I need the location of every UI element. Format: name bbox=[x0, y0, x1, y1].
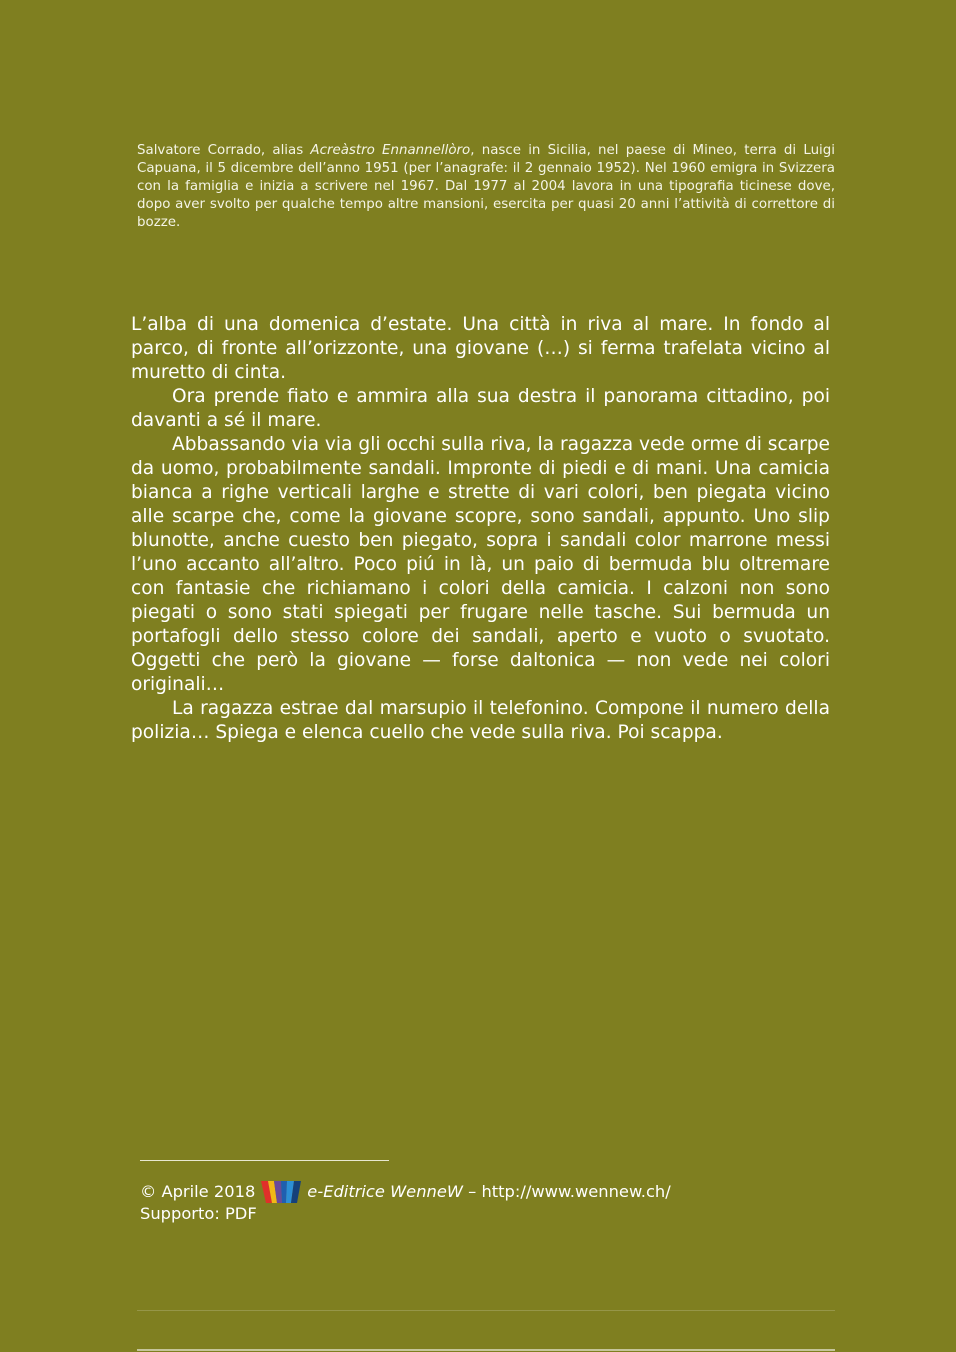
synopsis-paragraph-1: L’alba di una domenica d’estate. Una città in riva al mare. In fondo al parco, di fronte all’orizzonte, una giovane (…) si ferma trafelata vicino al muretto di cinta. bbox=[131, 314, 830, 383]
synopsis-paragraph-3: Abbassando via via gli occhi sulla riva, la ragazza vede orme di scarpe da uomo, probabilmente sandali. Impronte di piedi e di mani. Una camicia bianca a righe verticali larghe e strette di vari colori, ben piegata vicino alle scarpe che, come la giovane scopre, sono sandali, appunto. Uno slip blunotte, anche cuesto ben piegato, sopra i sandali color marrone messi l’uno accanto all’altro. Poco piú in là, un paio di bermuda blu oltremare con fantasie che richiamano i colori della camicia. I calzoni non sono piegati o sono stati spiegati per frugare nelle tasche. Sui bermuda un portafogli dello stesso colore dei sandali, aperto e vuoto o svuotato. Oggetti che però la giovane — forse daltonica — non vede nei colori originali… bbox=[131, 434, 830, 695]
copyright-date: © Aprile 2018 bbox=[140, 1182, 256, 1201]
book-synopsis bbox=[131, 313, 830, 745]
colophon-publisher-line bbox=[140, 1181, 671, 1203]
synopsis-paragraph-4: La ragazza estrae dal marsupio il telefonino. Compone il numero della polizia… Spiega e elenca cuello che vede sulla riva. Poi scappa. bbox=[131, 698, 830, 743]
bio-body: , nasce in Sicilia, nel paese di Mineo, terra di Luigi Capuana, il 5 dicembre dell’anno 1951 (per l’anagrafe: il 2 gennaio 1952). Nel 1960 emigra in Svizzera con la famiglia e inizia a scrivere nel 1967. Dal 1977 al 2004 lavora in una tipografia ticinese dove, dopo aver svolto per qualche tempo altre mansioni, esercita per quasi 20 anni l’attività di correttore di bozze. bbox=[137, 143, 835, 230]
publisher-url[interactable]: http://www.wennew.ch/ bbox=[481, 1182, 671, 1201]
author-bio bbox=[137, 142, 835, 232]
publisher-separator: – bbox=[462, 1182, 482, 1201]
author-alias: Acreàstro Ennannellòro bbox=[310, 143, 471, 158]
synopsis-paragraph-2: Ora prende fiato e ammira alla sua destra il panorama cittadino, poi davanti a sé il mare. bbox=[131, 386, 830, 431]
bottom-divider bbox=[137, 1310, 835, 1311]
publisher-name: e-Editrice WenneW bbox=[307, 1182, 463, 1201]
colophon bbox=[140, 1181, 671, 1225]
support-format: Supporto: PDF bbox=[140, 1204, 257, 1223]
page-bottom-edge bbox=[137, 1349, 835, 1351]
colophon-divider bbox=[140, 1160, 389, 1161]
author-bio-text bbox=[137, 142, 835, 232]
wennew-logo-icon bbox=[261, 1181, 301, 1203]
bio-intro: Salvatore Corrado, alias bbox=[137, 143, 311, 158]
